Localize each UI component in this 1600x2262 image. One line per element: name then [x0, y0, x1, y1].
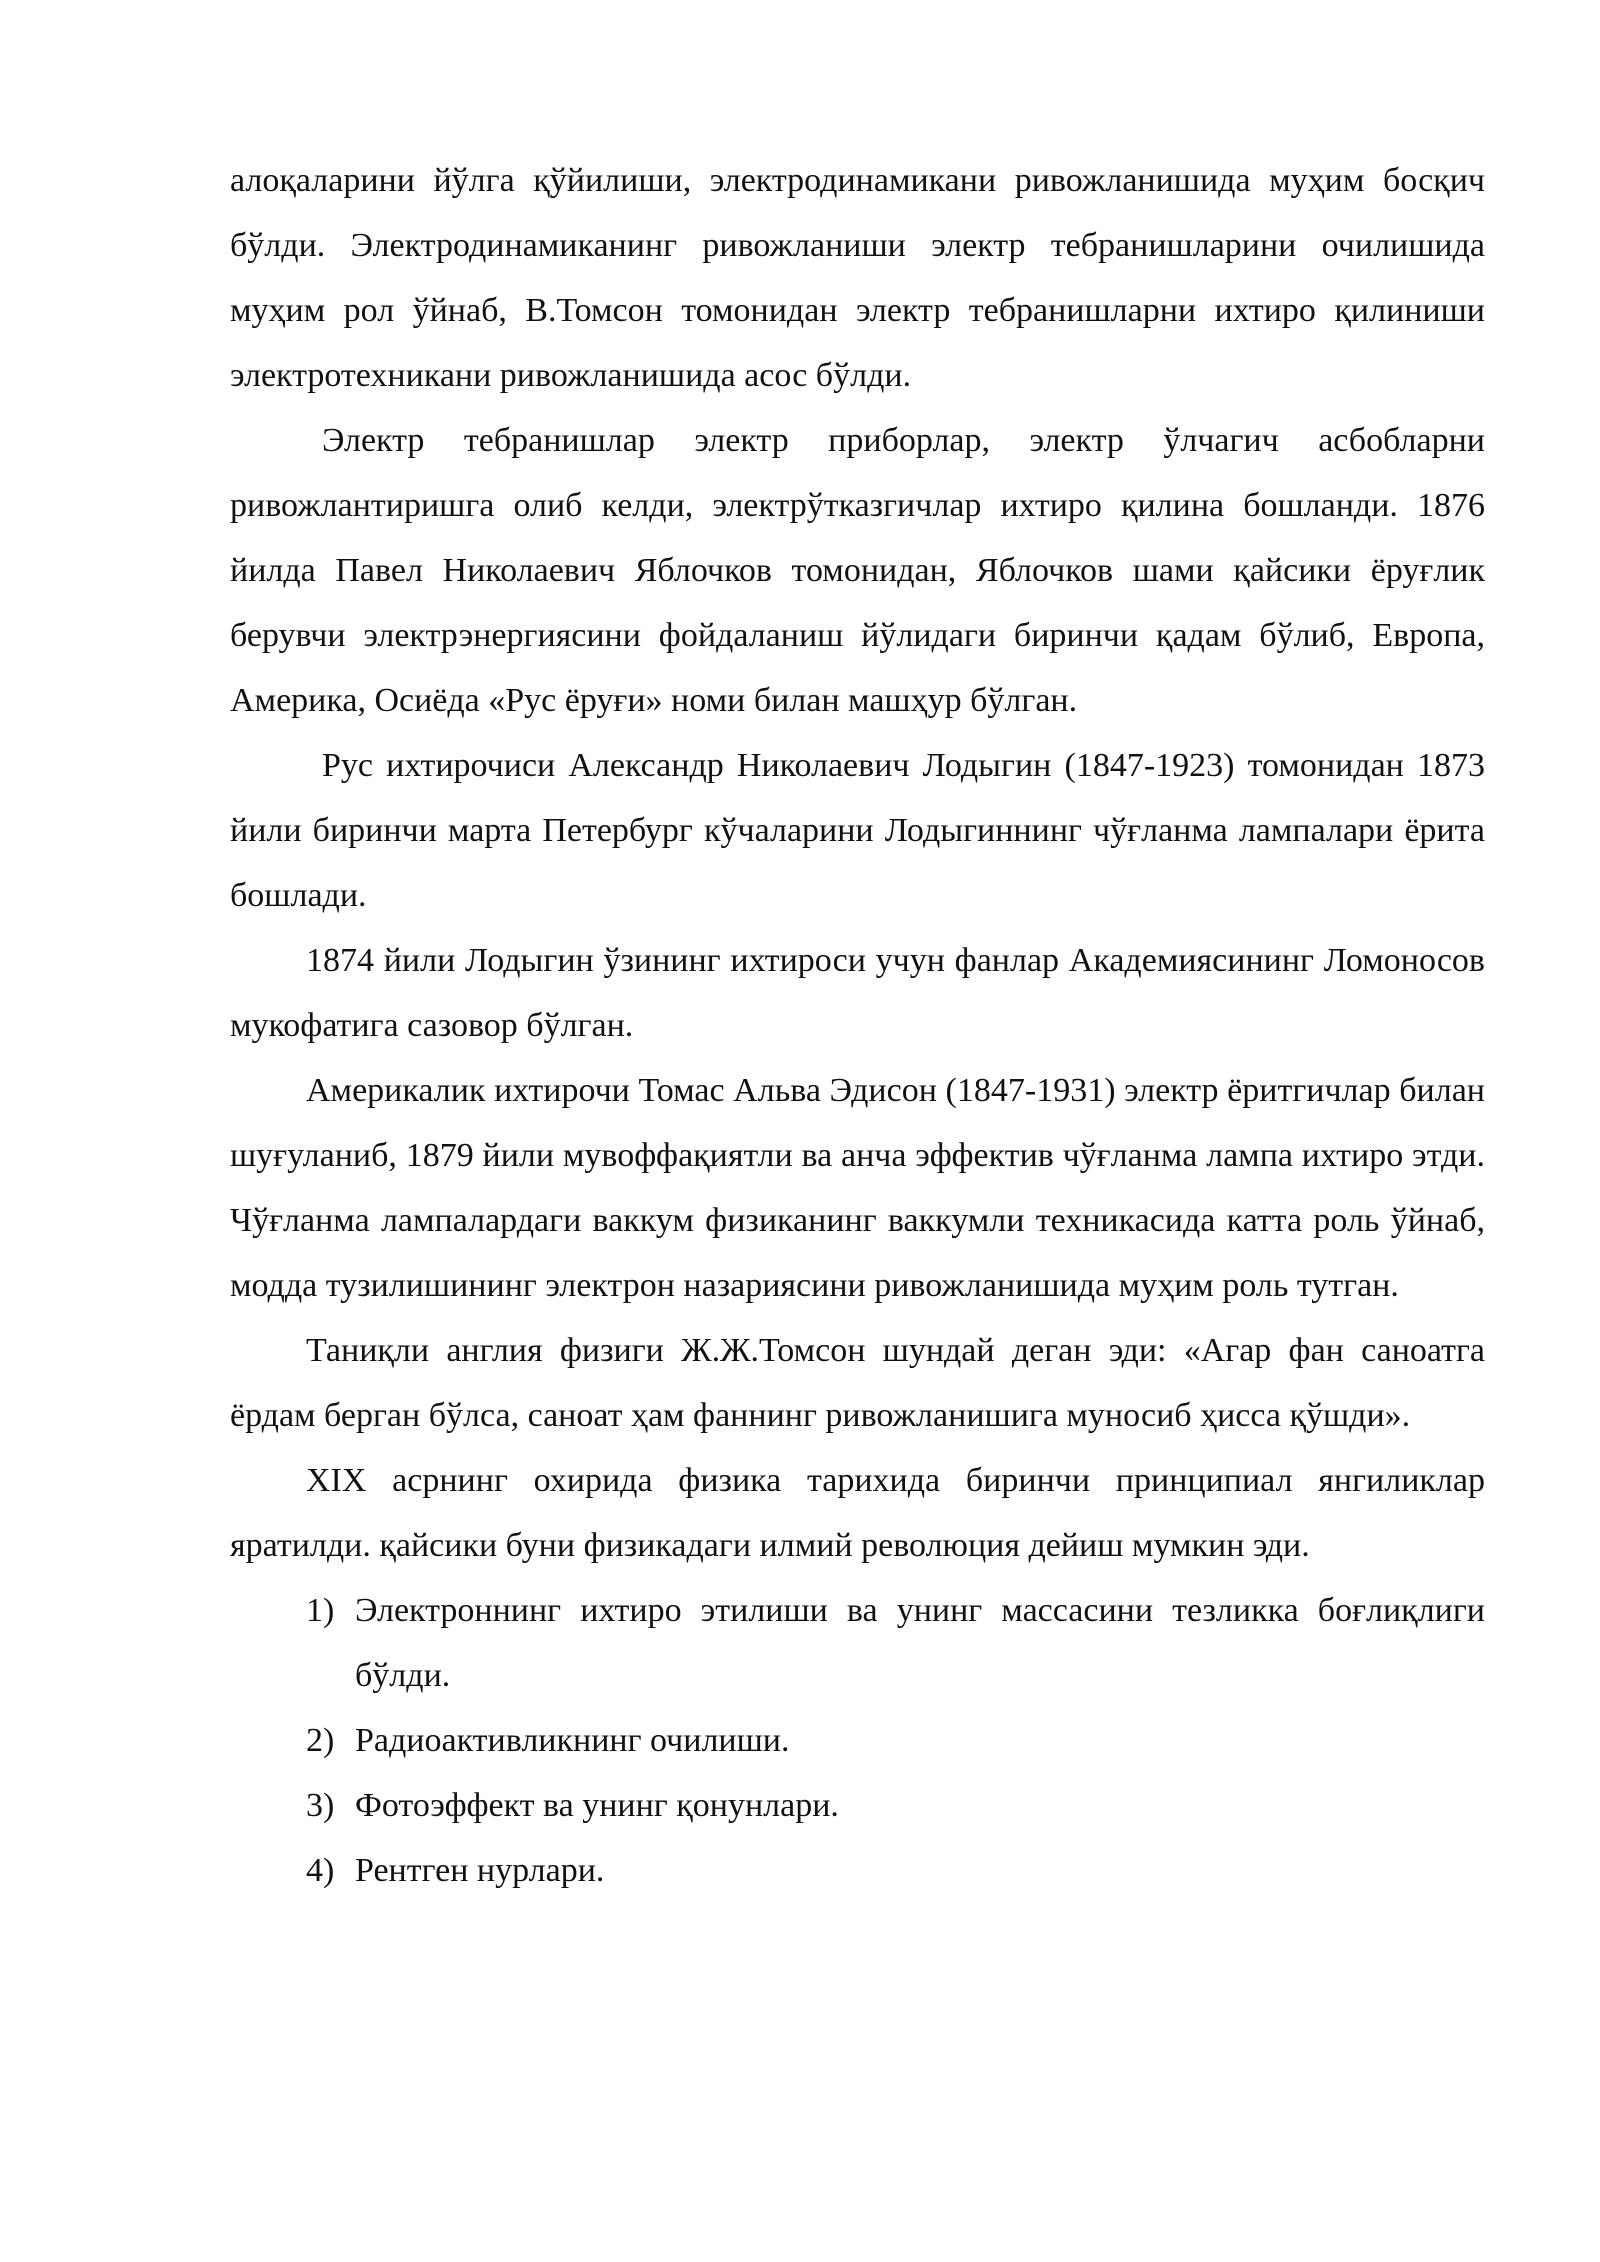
paragraph: 1874 йили Лодыгин ўзининг ихтироси учун фанлар Академиясининг Ломоносов мукофатига сазовор бўлган. [230, 942, 1485, 1044]
paragraph: Таниқли англия физиги Ж.Ж.Томсон шундай деган эди: «Агар фан саноатга ёрдам берган бўлса, саноат ҳам фаннинг ривожланишига муносиб ҳисса қўшди». [230, 1332, 1485, 1434]
list-item-number: 2) [306, 1722, 335, 1759]
document-body [230, 148, 1485, 1903]
paragraph-group [230, 148, 1485, 1578]
paragraph: XIX асрнинг охирида физика тарихида биринчи принципиал янгиликлар яратилди. қайсики буни физикадаги илмий революция дейиш мумкин эди. [230, 1462, 1485, 1564]
list-item-text: Фотоэффект ва унинг қонунлари. [355, 1787, 839, 1824]
paragraph: Америкалик ихтирочи Томас Альва Эдисон (1847-1931) электр ёритгичлар билан шуғуланиб, 1879 йили мувоффақиятли ва анча эффектив чўғланма лампа ихтиро этди. Чўғланма лампалардаги ваккум физиканинг ваккумли техникасида катта роль ўйнаб, модда тузилишининг электрон назариясини ривожланишида муҳим роль тутган. [230, 1072, 1485, 1304]
list-item-number: 1) [306, 1592, 335, 1629]
list-item [230, 1578, 1485, 1708]
list-item-number: 4) [306, 1852, 335, 1889]
list-item [230, 1773, 1485, 1838]
paragraph: алоқаларини йўлга қўйилиши, электродинамикани ривожланишида муҳим босқич бўлди. Электродинамиканинг ривожланиши электр тебранишларини очилишида муҳим рол ўйнаб, В.Томсон томонидан электр тебранишларни ихтиро қилиниши электротехникани ривожланишида асос бўлди. [230, 162, 1485, 394]
list-item-text: Рентген нурлари. [355, 1852, 605, 1889]
list-item-text: Электроннинг ихтиро этилиши ва унинг массасини тезликка боғлиқлиги бўлди. [355, 1592, 1485, 1694]
paragraph: Электр тебранишлар электр приборлар, электр ўлчагич асбобларни ривожлантиришга олиб келди, электрўтказгичлар ихтиро қилина бошланди. 1876 йилда Павел Николаевич Яблочков томонидан, Яблочков шами қайсики ёруғлик берувчи электрэнергиясини фойдаланиш йўлидаги биринчи қадам бўлиб, Европа, Америка, Осиёда «Рус ёруғи» номи билан машҳур бўлган. [230, 422, 1485, 719]
paragraph: Рус ихтирочиси Александр Николаевич Лодыгин (1847-1923) томонидан 1873 йили биринчи марта Петербург кўчаларини Лодыгиннинг чўғланма лампалари ёрита бошлади. [230, 747, 1485, 914]
list-item-number: 3) [306, 1787, 335, 1824]
numbered-list [230, 1578, 1485, 1903]
list-item-text: Радиоактивликнинг очилиши. [355, 1722, 790, 1759]
list-item [230, 1708, 1485, 1773]
list-item [230, 1838, 1485, 1903]
